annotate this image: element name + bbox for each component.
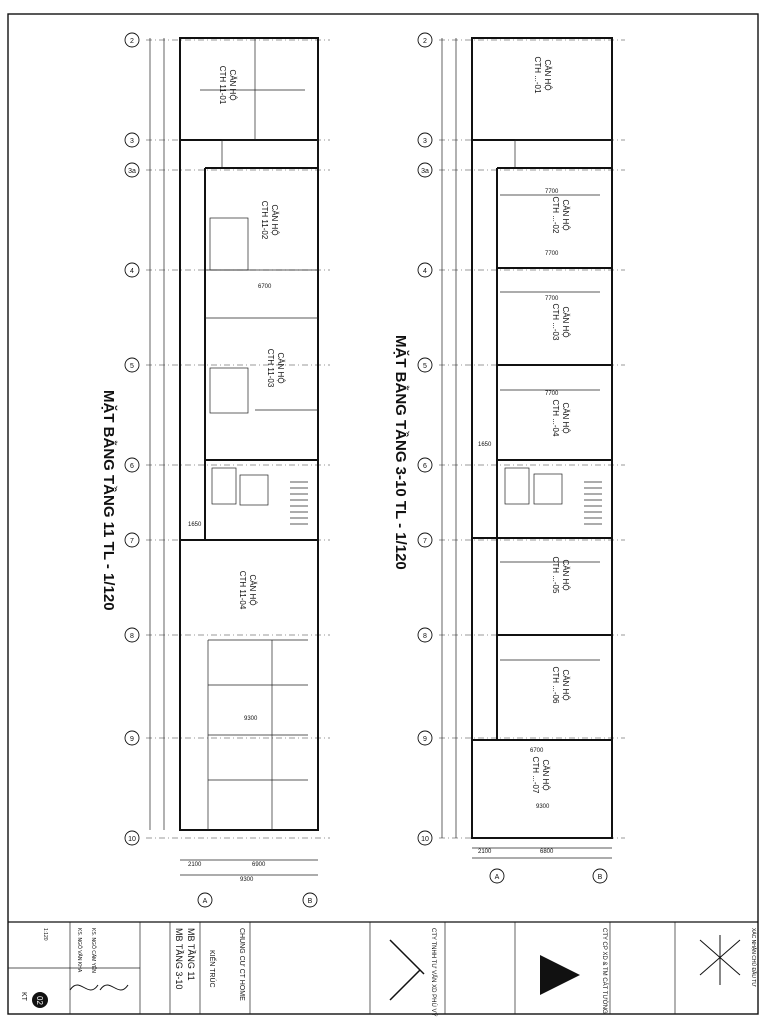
dim-text: 6800 xyxy=(540,849,554,855)
unit-code: CTH ...-03 xyxy=(551,303,560,341)
unit-label: CĂN HỘ xyxy=(561,402,570,434)
dim-text: 9300 xyxy=(244,716,258,722)
dim-text: 6700 xyxy=(258,284,272,290)
plan310-outline xyxy=(472,38,612,838)
grid-label: 10 xyxy=(421,836,429,843)
scale-text: 1:120 xyxy=(42,928,48,941)
title-block xyxy=(8,922,758,1016)
consultant-name: CTY TNHH TƯ VẤN XD PHÚ VỸ xyxy=(430,928,436,1017)
core-floor-3-10 xyxy=(497,460,612,538)
unit-code: CTH 11-03 xyxy=(266,348,275,388)
consultant-logo xyxy=(390,940,424,1000)
grid-label: 2 xyxy=(130,38,134,45)
unit-code: CTH ...-01 xyxy=(533,56,542,94)
dim-text: 7700 xyxy=(545,391,559,397)
owner-approval: XÁC NHẬN CHỦ ĐẦU TƯ xyxy=(750,928,756,987)
grid-label: 6 xyxy=(423,463,427,470)
grid-label: 3 xyxy=(130,138,134,145)
grid-label: 7 xyxy=(423,538,427,545)
unit-label: CĂN HỘ xyxy=(248,574,257,606)
grid-label: 7 xyxy=(130,538,134,545)
dim-text: 6700 xyxy=(530,748,544,754)
signature xyxy=(70,985,98,990)
grid-label: 3 xyxy=(423,138,427,145)
dim-text: 2100 xyxy=(478,849,492,855)
grid-label: 3a xyxy=(421,168,429,175)
column-label: A xyxy=(494,874,500,881)
unit-code: CTH 11-04 xyxy=(238,570,247,610)
unit-label: CĂN HỘ xyxy=(270,204,279,236)
unit-code: CTH ...-06 xyxy=(551,666,560,704)
contractor-name: CTY CP XD & TM CÁT TƯỜNG xyxy=(601,928,607,1014)
sheet-name-2: MB TẦNG 11 xyxy=(186,928,196,981)
dim-text: 1650 xyxy=(188,522,202,528)
dim-text: 1650 xyxy=(478,442,492,448)
unit-code: CTH ...-02 xyxy=(551,196,560,234)
sheet-name-1: MB TẦNG 3-10 xyxy=(174,928,184,990)
unit-label: CĂN HỘ xyxy=(561,306,570,338)
dim-text: 2100 xyxy=(188,862,202,868)
project-name: CHUNG CƯ CT HOME xyxy=(238,928,245,1001)
sheet-number: 02 xyxy=(35,996,44,1005)
unit-label: CĂN HỘ xyxy=(276,352,285,384)
column-label: B xyxy=(307,898,313,905)
grid-label: 2 xyxy=(423,38,427,45)
grid-label: 5 xyxy=(423,363,427,370)
designer-name: KS. NGÔ CẨM YẾN xyxy=(90,928,96,973)
plan-title-floor-11: MẶT BẰNG TẦNG 11 TL - 1/120 xyxy=(100,390,117,611)
unit-code: CTH 11-01 xyxy=(218,65,227,105)
grid-label: 8 xyxy=(423,633,427,640)
grid-label: 4 xyxy=(130,268,134,275)
plan11-outline xyxy=(180,38,318,830)
unit-label: CĂN HỘ xyxy=(561,559,570,591)
unit-label: CĂN HỘ xyxy=(561,669,570,701)
contractor-logo xyxy=(540,955,580,995)
dim-text: 7700 xyxy=(545,189,559,195)
unit-label: CĂN HỘ xyxy=(543,59,552,91)
unit-code: CTH 11-02 xyxy=(260,200,269,240)
unit-label: CĂN HỘ xyxy=(561,199,570,231)
grid-label: 5 xyxy=(130,363,134,370)
sheet-code: KT xyxy=(20,992,27,1001)
sheet-border xyxy=(8,14,758,1017)
dim-text: 9300 xyxy=(536,804,550,810)
plan-floor-3-10 xyxy=(392,33,625,858)
north-arrow-icon xyxy=(700,935,740,985)
plan-title-floor-3-10: MẶT BẰNG TẦNG 3-10 TL - 1/120 xyxy=(392,335,409,570)
unit-code: CTH ...-05 xyxy=(551,556,560,594)
dim-text: 9300 xyxy=(240,877,254,883)
unit-code: CTH ...-04 xyxy=(551,399,560,437)
column-label: A xyxy=(202,898,208,905)
unit-label: CĂN HỘ xyxy=(228,69,237,101)
checker-name: KS. NGÔ VĂN KHA xyxy=(76,928,82,973)
grid-label: 10 xyxy=(128,836,136,843)
discipline: KIẾN TRÚC xyxy=(208,950,215,988)
dim-text: 7700 xyxy=(545,251,559,257)
dim-text: 7700 xyxy=(545,296,559,302)
grid-label: 8 xyxy=(130,633,134,640)
grid-label: 6 xyxy=(130,463,134,470)
grid-label: 9 xyxy=(423,736,427,743)
grid-label: 9 xyxy=(130,736,134,743)
signature xyxy=(100,985,128,990)
dim-text: 6900 xyxy=(252,862,266,868)
column-label: B xyxy=(597,874,603,881)
grid-label: 4 xyxy=(423,268,427,275)
grid-label: 3a xyxy=(128,168,136,175)
unit-code: CTH ...-07 xyxy=(531,756,540,794)
unit-label: CĂN HỘ xyxy=(541,759,550,791)
plan-floor-11 xyxy=(100,33,330,883)
